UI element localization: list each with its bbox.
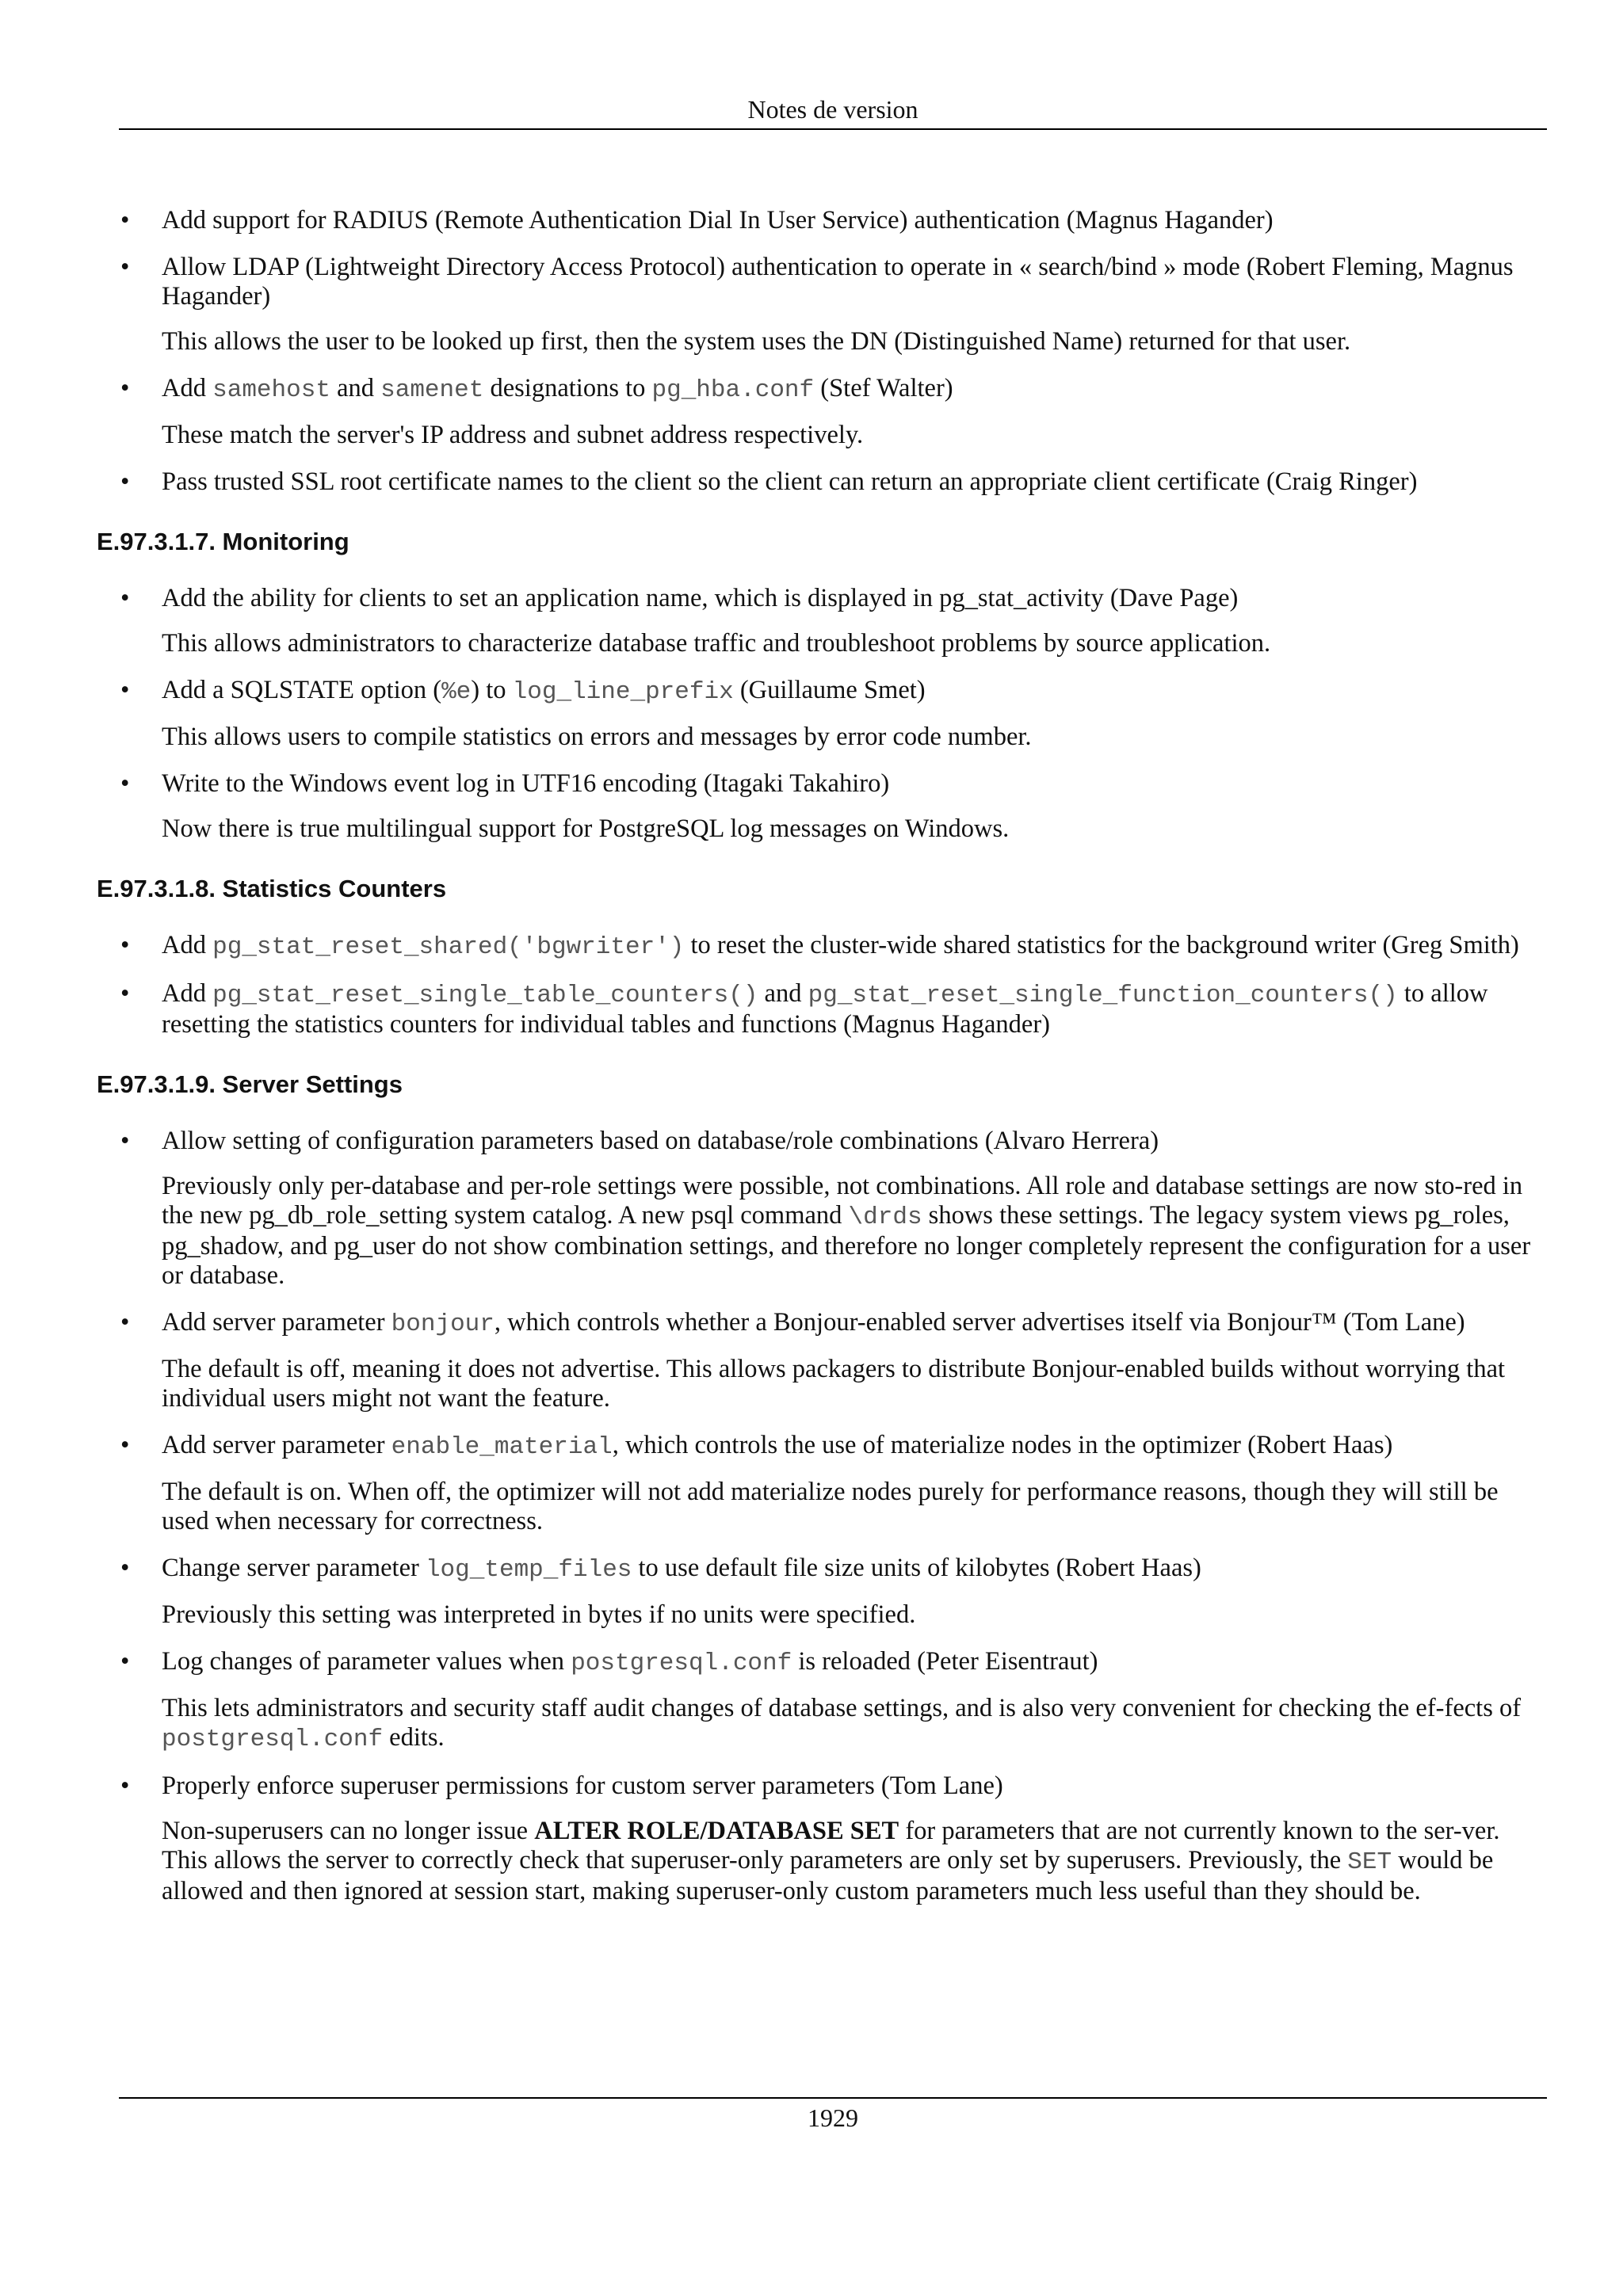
page-number: 1929 [808, 2103, 858, 2132]
item-text: Write to the Windows event log in UTF16 encoding (Itagaki Takahiro) [162, 769, 890, 798]
item-text: Allow setting of configuration parameters based on database/role combinations (Alvaro Herrera) [162, 1127, 1159, 1155]
code-literal: pg_stat_reset_single_function_counters() [808, 982, 1398, 1009]
item-note: The default is off, meaning it does not advertise. This allows packagers to distribute Bonjour-enabled builds without worrying that individual users might not want the feature. [162, 1355, 1506, 1413]
bullet: • [120, 1308, 130, 1337]
code-literal: %e [441, 678, 472, 706]
item-note: This allows the user to be looked up first, then the system uses the DN (Distinguished Name) returned for that user. [162, 327, 1351, 356]
list-item [97, 769, 1547, 844]
page-footer [119, 2097, 1547, 2134]
page-header-title: Notes de version [747, 95, 918, 124]
bullet: • [120, 374, 130, 402]
section-authentication-continued [97, 206, 1547, 497]
list-item [97, 467, 1547, 497]
list-item [97, 374, 1547, 450]
bullet: • [120, 769, 130, 798]
code-literal: postgresql.conf [571, 1650, 792, 1677]
page-header [119, 93, 1547, 130]
item-note: This allows users to compile statistics on errors and messages by error code number. [162, 723, 1032, 751]
code-literal: pg_stat_reset_shared('bgwriter') [212, 933, 685, 961]
item-note: These match the server's IP address and subnet address respectively. [162, 421, 864, 449]
item-text: Add samehost and samenet designations to pg_hba.conf (Stef Walter) [162, 374, 953, 404]
list-item [97, 584, 1547, 658]
item-text: Pass trusted SSL root certificate names to the client so the client can return an appropriate client certificate (Craig Ringer) [162, 467, 1418, 496]
item-text: Allow LDAP (Lightweight Directory Access Protocol) authentication to operate in « search/bind » mode (Robert Fleming, Magnus Hagander) [162, 253, 1514, 311]
list-item [97, 1431, 1547, 1536]
bullet: • [120, 1772, 130, 1800]
bold-separator: / [700, 1817, 708, 1845]
code-literal: \drds [848, 1203, 922, 1231]
section-heading: E.97.3.1.9. Server Settings [97, 1070, 403, 1098]
code-literal: samehost [212, 376, 330, 404]
item-text: Add the ability for clients to set an application name, which is displayed in pg_stat_activity (Dave Page) [162, 584, 1239, 612]
bullet: • [120, 1431, 130, 1459]
bullet: • [120, 931, 130, 959]
code-literal: SET [1347, 1848, 1392, 1876]
page-content [97, 206, 1547, 1906]
code-literal: bonjour [391, 1310, 495, 1338]
bullet: • [120, 584, 130, 612]
list-item [97, 676, 1547, 752]
section-heading: E.97.3.1.8. Statistics Counters [97, 875, 447, 902]
item-note: Now there is true multilingual support for PostgreSQL log messages on Windows. [162, 814, 1010, 843]
item-text: Add a SQLSTATE option (%e) to log_line_prefix (Guillaume Smet) [162, 676, 926, 706]
list-item [97, 1308, 1547, 1413]
item-note: Previously only per-database and per-role settings were possible, not combinations. All role and database settings are now sto-red in the new pg_db_role_setting system catalog. A new psql command \drds shows these settings. The legacy system views pg_roles, pg_shadow, and pg_user do not show combination settings, and therefore no longer completely represent the configuration for a user or database. [162, 1172, 1531, 1290]
item-text: Add server parameter bonjour, which controls whether a Bonjour-enabled server advertises itself via Bonjour™ (Tom Lane) [162, 1308, 1465, 1338]
item-text: Add server parameter enable_material, which controls the use of materialize nodes in the optimizer (Robert Haas) [162, 1431, 1393, 1461]
item-text: Log changes of parameter values when postgresql.conf is reloaded (Peter Eisentraut) [162, 1647, 1098, 1677]
code-literal: postgresql.conf [162, 1726, 384, 1753]
section-server-settings [97, 1070, 1547, 1906]
section-statistics-counters [97, 874, 1547, 1039]
code-literal: log_line_prefix [512, 678, 734, 706]
item-text: Add pg_stat_reset_single_table_counters() and pg_stat_reset_single_function_counters() to allow resetting the statistics counters for individual tables and functions (Magnus Hagander) [162, 979, 1488, 1039]
section-heading: E.97.3.1.7. Monitoring [97, 528, 349, 555]
item-text: Add pg_stat_reset_shared('bgwriter') to reset the cluster-wide shared statistics for the background writer (Greg Smith) [162, 931, 1519, 961]
bullet: • [120, 253, 130, 281]
code-literal: enable_material [391, 1433, 613, 1461]
bullet: • [120, 1647, 130, 1676]
code-literal: pg_hba.conf [651, 376, 815, 404]
list-item [97, 979, 1547, 1039]
list-item [97, 1127, 1547, 1291]
list-item [97, 1647, 1547, 1754]
item-text: Properly enforce superuser permissions for custom server parameters (Tom Lane) [162, 1772, 1003, 1800]
item-note: This lets administrators and security staff audit changes of database settings, and is also very convenient for checking the ef-fects of postgresql.conf edits. [162, 1694, 1522, 1753]
list-item [97, 253, 1547, 357]
item-note: The default is on. When off, the optimizer will not add materialize nodes purely for performance reasons, though they will still be used when necessary for correctness. [162, 1478, 1499, 1535]
code-literal: samenet [380, 376, 484, 404]
item-note: Non-superusers can no longer issue ALTER ROLE/DATABASE SET for parameters that are not currently known to the ser-ver. This allows the server to correctly check that superuser-only parameters are only set by superusers. Previously, the SET would be allowed and then ignored at session start, making superuser-only custom parameters much less useful than they should be. [162, 1817, 1500, 1905]
code-literal: log_temp_files [425, 1556, 632, 1584]
bold-command: DATABASE SET [707, 1817, 899, 1845]
bullet: • [120, 1554, 130, 1582]
bold-command: ALTER ROLE [534, 1817, 701, 1845]
item-note: Previously this setting was interpreted in bytes if no units were specified. [162, 1600, 916, 1629]
list-item [97, 1772, 1547, 1906]
item-text: Change server parameter log_temp_files to use default file size units of kilobytes (Robert Haas) [162, 1554, 1201, 1584]
bullet: • [120, 206, 130, 235]
bullet: • [120, 979, 130, 1008]
list-item [97, 931, 1547, 962]
bullet: • [120, 676, 130, 704]
item-text: Add support for RADIUS (Remote Authentication Dial In User Service) authentication (Magnus Hagander) [162, 206, 1274, 235]
item-note: This allows administrators to characterize database traffic and troubleshoot problems by source application. [162, 629, 1271, 658]
list-item [97, 206, 1547, 235]
section-monitoring [97, 527, 1547, 844]
bullet: • [120, 1127, 130, 1155]
list-item [97, 1554, 1547, 1630]
bullet: • [120, 467, 130, 496]
code-literal: pg_stat_reset_single_table_counters() [212, 982, 758, 1009]
